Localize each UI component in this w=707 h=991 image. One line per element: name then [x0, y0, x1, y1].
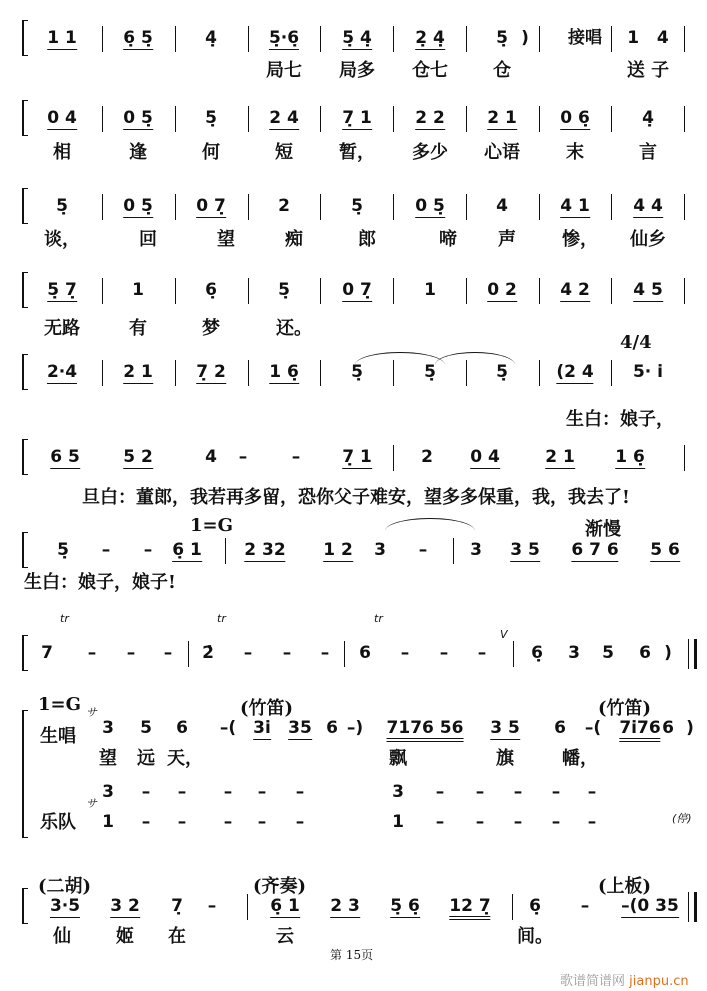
- barline: [344, 641, 345, 667]
- lyric: 无路: [44, 318, 80, 339]
- note: ): [664, 643, 672, 663]
- band-note-upper: –: [223, 782, 233, 802]
- barline: [453, 538, 454, 564]
- band-note-lower: –: [141, 812, 151, 832]
- lyric: 言: [639, 142, 657, 163]
- system-brace: [22, 354, 28, 390]
- barline: [247, 894, 248, 920]
- band-note-upper: –: [141, 782, 151, 802]
- barline: [684, 194, 685, 220]
- barline: [684, 26, 685, 52]
- note: 1: [424, 280, 436, 300]
- lyric: 多少: [412, 142, 448, 163]
- barline: [611, 360, 612, 386]
- score-label: 渐慢: [585, 519, 621, 540]
- barline: [248, 194, 249, 220]
- note: 3: [470, 540, 482, 560]
- lyric: 局多: [339, 60, 375, 81]
- barline: [188, 641, 189, 667]
- watermark-site-name: 歌谱简谱网: [560, 974, 626, 989]
- barline: [539, 278, 540, 304]
- band-note-lower: –: [177, 812, 187, 832]
- note: 35: [288, 718, 312, 738]
- note: 3: [568, 643, 580, 663]
- score-label: (二胡): [38, 876, 92, 897]
- band-note-lower: –: [257, 812, 267, 832]
- note: 5̣: [424, 362, 436, 382]
- barline: [466, 106, 467, 132]
- score-label: 乐队: [40, 812, 76, 833]
- note: 5̣ 6̣: [390, 896, 420, 916]
- barline: [320, 360, 321, 386]
- score-label: 生唱: [40, 726, 76, 747]
- band-note-upper: –: [475, 782, 485, 802]
- lyric: 何: [202, 142, 220, 163]
- barline: [393, 106, 394, 132]
- lyric: 还。: [276, 318, 312, 339]
- note: 0 6̣: [560, 108, 590, 128]
- note: 2̇: [202, 643, 214, 663]
- barline: [102, 106, 103, 132]
- note: 6 7 6: [571, 540, 619, 560]
- note: 6̣: [531, 643, 543, 663]
- lyric: 声: [498, 229, 516, 250]
- note: 4 5: [633, 280, 663, 300]
- note: 6: [176, 718, 188, 738]
- note: –: [320, 643, 330, 663]
- note: –: [439, 643, 449, 663]
- note: 1 2: [323, 540, 353, 560]
- note: –: [282, 643, 292, 663]
- note: ): [521, 28, 529, 48]
- note: 5̣: [278, 280, 290, 300]
- barline: [248, 278, 249, 304]
- lyric: 痴: [285, 229, 303, 250]
- note: –: [126, 643, 136, 663]
- barline: [248, 360, 249, 386]
- slur-mark: [385, 518, 475, 531]
- barline: [175, 106, 176, 132]
- note: 4̣: [205, 28, 217, 48]
- barline: [611, 278, 612, 304]
- note: 0 4: [470, 447, 500, 467]
- band-note-lower: 1: [102, 812, 114, 832]
- note: 4 2: [560, 280, 590, 300]
- note: 接唱: [568, 28, 602, 48]
- note: 1 1: [47, 28, 77, 48]
- lyric: 在: [168, 926, 186, 947]
- score-label: 4/4: [620, 332, 652, 353]
- note: 3 5: [490, 718, 520, 738]
- lyric: 生白：娘子，娘子!: [24, 572, 176, 593]
- lyric: 仙: [53, 926, 71, 947]
- note: 6̣ 1: [172, 540, 202, 560]
- note: 1 4: [627, 28, 669, 48]
- double-barline: [688, 639, 697, 669]
- note: 6: [639, 643, 651, 663]
- barline: [512, 894, 513, 920]
- note: –: [400, 643, 410, 663]
- barline: [248, 106, 249, 132]
- system-brace: [22, 20, 28, 56]
- note: –: [243, 643, 253, 663]
- lyric: 短: [275, 142, 293, 163]
- note: 2: [421, 447, 433, 467]
- barline: [393, 445, 394, 471]
- barline: [684, 106, 685, 132]
- band-note-lower: –: [223, 812, 233, 832]
- note: –): [346, 718, 364, 738]
- barline: [320, 106, 321, 132]
- band-note-upper: –: [551, 782, 561, 802]
- barline: [539, 360, 540, 386]
- note: 7176 56: [387, 718, 464, 742]
- note: 0 5̣: [415, 196, 445, 216]
- note: 4̣: [642, 108, 654, 128]
- note: 4 1: [560, 196, 590, 216]
- note: 7̣ 1: [342, 108, 372, 128]
- band-note-upper: –: [435, 782, 445, 802]
- note: 0 7̣: [342, 280, 372, 300]
- note: 2 2: [415, 108, 445, 128]
- note: 2: [278, 196, 290, 216]
- band-note-lower: –: [513, 812, 523, 832]
- lyric: 相: [53, 142, 71, 163]
- note: –: [477, 643, 487, 663]
- note: 3: [102, 718, 114, 738]
- score-label: (上板): [598, 876, 652, 897]
- lyric: 送 子: [626, 60, 670, 81]
- double-barline: [688, 892, 697, 922]
- band-note-upper: –: [513, 782, 523, 802]
- note: –: [291, 447, 301, 467]
- note: –: [87, 643, 97, 663]
- lyric: 心语: [484, 142, 520, 163]
- barline: [539, 26, 540, 52]
- lyric: 望: [217, 229, 235, 250]
- note: 2 1: [487, 108, 517, 128]
- note: 5̣: [351, 196, 363, 216]
- lyric: 回: [139, 229, 157, 250]
- note: 6̣: [205, 280, 217, 300]
- note: 1 6̣: [615, 447, 645, 467]
- note: –: [101, 540, 111, 560]
- note: –: [418, 540, 428, 560]
- lyric: 望: [99, 748, 117, 769]
- note: 7i̇76: [619, 718, 660, 742]
- note: 2·4: [46, 362, 78, 382]
- lyric: 梦: [202, 318, 220, 339]
- slur-mark: [435, 352, 515, 365]
- note: 5̣ 4̣: [342, 28, 372, 48]
- score-label: V: [500, 628, 508, 641]
- lyric: 幡，: [562, 748, 598, 769]
- barline: [102, 278, 103, 304]
- barline: [684, 278, 685, 304]
- lyric: 局七: [266, 60, 302, 81]
- band-note-lower: –: [587, 812, 597, 832]
- note: 5̣ 7̣: [47, 280, 77, 300]
- note: 0 7̣: [196, 196, 226, 216]
- note: 6: [326, 718, 338, 738]
- note: –(: [219, 718, 237, 738]
- band-note-upper: –: [295, 782, 305, 802]
- barline: [102, 26, 103, 52]
- note: –: [238, 447, 248, 467]
- score-label: (停): [672, 812, 692, 825]
- note: 5: [140, 718, 152, 738]
- note: –: [580, 896, 590, 916]
- note: 7̣: [171, 896, 183, 916]
- note: –: [143, 540, 153, 560]
- note: 6 5: [50, 447, 80, 467]
- note: 0 4: [47, 108, 77, 128]
- page-number: 第 15页: [330, 948, 374, 962]
- barline: [320, 278, 321, 304]
- barline: [466, 194, 467, 220]
- barline: [393, 194, 394, 220]
- note: ): [686, 718, 694, 738]
- band-note-lower: 1: [392, 812, 404, 832]
- lyric: 远: [137, 748, 155, 769]
- note: 4: [205, 447, 217, 467]
- note: 3i̇: [253, 718, 271, 738]
- barline: [684, 445, 685, 471]
- note: 5 6: [650, 540, 680, 560]
- note: 2 1: [123, 362, 153, 382]
- note: –: [163, 643, 173, 663]
- note: 3 2: [110, 896, 140, 916]
- score-label: (竹笛): [598, 698, 652, 719]
- note: –(: [584, 718, 602, 738]
- note: 5 2: [123, 447, 153, 467]
- band-note-lower: –: [551, 812, 561, 832]
- note: 5̣: [205, 108, 217, 128]
- note: 6̣ 5̣: [123, 28, 153, 48]
- lyric: 旗: [496, 748, 514, 769]
- lyric: 暂，: [339, 142, 375, 163]
- barline: [539, 194, 540, 220]
- barline: [393, 26, 394, 52]
- barline: [320, 194, 321, 220]
- barline: [175, 26, 176, 52]
- note: 3 5: [510, 540, 540, 560]
- barline: [175, 194, 176, 220]
- lyric: 姬: [116, 926, 134, 947]
- note: 6̣ 1: [270, 896, 300, 916]
- barline: [466, 26, 467, 52]
- lyric: 啼: [439, 229, 457, 250]
- score-label: サ: [86, 706, 97, 719]
- lyric: 仓: [493, 60, 511, 81]
- note: 4 4: [633, 196, 663, 216]
- score-label: 1=G: [38, 694, 81, 715]
- system-brace: [22, 888, 28, 924]
- note: 7̣ 1: [342, 447, 372, 467]
- note: 0 5̣: [123, 108, 153, 128]
- score-label: (齐奏): [253, 876, 307, 897]
- system-brace: [22, 439, 28, 475]
- system-brace: [22, 272, 28, 308]
- watermark: [560, 970, 689, 989]
- note: 1 6̣: [269, 362, 299, 382]
- note: 7: [41, 643, 53, 663]
- system-brace: [22, 100, 28, 136]
- note: 2 4: [269, 108, 299, 128]
- band-note-upper: –: [257, 782, 267, 802]
- note: 5̣: [351, 362, 363, 382]
- note: 12 7̣: [449, 896, 490, 920]
- slur-mark: [355, 352, 445, 365]
- barline: [611, 194, 612, 220]
- note: 2 1: [545, 447, 575, 467]
- note: –: [207, 896, 217, 916]
- note: 2 32: [244, 540, 286, 560]
- lyric: 谈，: [44, 229, 80, 250]
- lyric: 间。: [517, 926, 553, 947]
- lyric: 逢: [129, 142, 147, 163]
- note: 6̣: [529, 896, 541, 916]
- note: 3: [374, 540, 386, 560]
- score-label: tr: [60, 612, 69, 625]
- note: 4: [496, 196, 508, 216]
- note: 1: [132, 280, 144, 300]
- watermark-domain: jianpu.cn: [629, 974, 689, 989]
- band-note-lower: –: [295, 812, 305, 832]
- note: 5̣: [496, 28, 508, 48]
- score-label: tr: [374, 612, 383, 625]
- barline: [225, 538, 226, 564]
- note: 3·5: [49, 896, 81, 916]
- barline: [539, 106, 540, 132]
- note: 5̣: [496, 362, 508, 382]
- lyric: 生白：娘子，: [566, 409, 674, 430]
- lyric: 飘: [389, 748, 407, 769]
- lyric: 仓七: [412, 60, 448, 81]
- note: 5̣: [57, 540, 69, 560]
- lyric: 有: [129, 318, 147, 339]
- barline: [611, 26, 612, 52]
- score-label: (竹笛): [240, 698, 294, 719]
- note: 6: [359, 643, 371, 663]
- band-note-upper: –: [587, 782, 597, 802]
- barline: [175, 360, 176, 386]
- note: 6: [662, 718, 674, 738]
- band-note-upper: 3: [392, 782, 404, 802]
- score-label: サ: [86, 797, 97, 810]
- lyric: 末: [566, 142, 584, 163]
- barline: [513, 641, 514, 667]
- barline: [248, 26, 249, 52]
- lyric: 天，: [167, 748, 203, 769]
- barline: [611, 106, 612, 132]
- system-brace: [22, 635, 28, 671]
- barline: [393, 278, 394, 304]
- note: –(0 35: [621, 896, 679, 916]
- band-note-upper: –: [177, 782, 187, 802]
- system-brace: [22, 532, 28, 568]
- lyric: 云: [276, 926, 294, 947]
- note: 0 5̣: [123, 196, 153, 216]
- lyric: 旦白：董郎，我若再多留，恐你父子难安，望多多保重，我，我去了!: [82, 487, 630, 508]
- system-brace: [22, 188, 28, 224]
- system-brace: [22, 710, 28, 838]
- band-note-lower: –: [475, 812, 485, 832]
- score-label: tr: [217, 612, 226, 625]
- note: 2 3: [330, 896, 360, 916]
- lyric: 郎: [358, 229, 376, 250]
- score-label: 1=G: [190, 515, 233, 536]
- barline: [175, 278, 176, 304]
- note: 7̣ 2: [196, 362, 226, 382]
- lyric: 惨，: [562, 229, 598, 250]
- note: 5· i̇: [632, 362, 664, 382]
- band-note-lower: –: [435, 812, 445, 832]
- note: 0 2: [487, 280, 517, 300]
- barline: [320, 26, 321, 52]
- barline: [102, 194, 103, 220]
- note: 5̣·6̣: [268, 28, 300, 48]
- note: (2 4: [556, 362, 594, 382]
- note: 5̣: [56, 196, 68, 216]
- lyric: 仙乡: [630, 229, 666, 250]
- barline: [466, 278, 467, 304]
- note: 5: [602, 643, 614, 663]
- band-note-upper: 3: [102, 782, 114, 802]
- note: 2̣ 4̣: [415, 28, 445, 48]
- barline: [102, 360, 103, 386]
- note: 6: [554, 718, 566, 738]
